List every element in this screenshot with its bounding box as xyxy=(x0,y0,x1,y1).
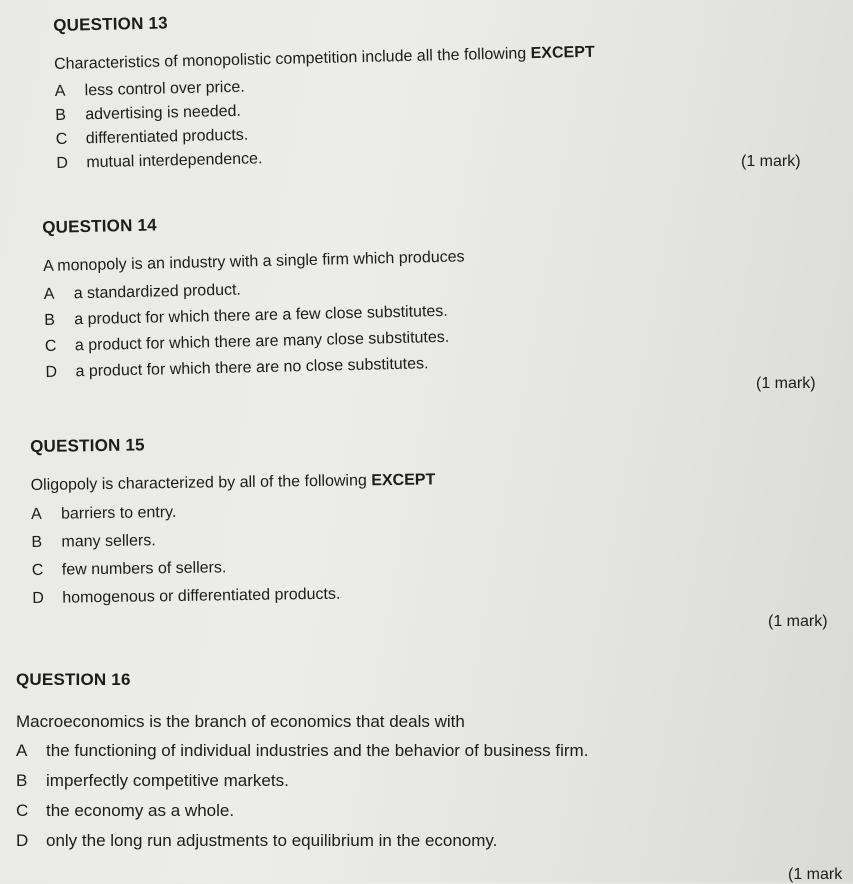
option-text: mutual interdependence. xyxy=(86,150,263,172)
option-text: imperfectly competitive markets. xyxy=(46,771,289,790)
option-text: only the long run adjustments to equilibrium in the economy. xyxy=(46,831,498,850)
mark-q13: (1 mark) xyxy=(741,153,801,170)
option-text: a product for which there are a few close substitutes. xyxy=(74,302,448,329)
question-14 xyxy=(42,204,666,386)
stem-emphasis: EXCEPT xyxy=(371,471,436,490)
stem-text: A monopoly is an industry with a single firm which produces xyxy=(42,248,465,275)
option-text: few numbers of sellers. xyxy=(61,559,227,579)
option-letter: C xyxy=(44,337,57,355)
option-letter: C xyxy=(16,801,29,820)
question-13 xyxy=(53,1,696,175)
question-heading: QUESTION 13 xyxy=(53,13,169,35)
mark-q16: (1 mark xyxy=(788,866,843,883)
option-letter: D xyxy=(56,154,69,172)
option-b xyxy=(16,766,776,796)
option-text: many sellers. xyxy=(61,532,156,551)
option-letter: D xyxy=(45,363,58,381)
option-text: a standardized product. xyxy=(73,281,242,303)
question-16 xyxy=(16,670,776,856)
option-letter: A xyxy=(30,505,42,523)
option-text: homogenous or differentiated products. xyxy=(62,585,341,607)
stem-text: Characteristics of monopolistic competition include all the following xyxy=(53,45,527,73)
option-letter: C xyxy=(31,561,44,579)
option-a xyxy=(16,736,776,766)
question-stem xyxy=(16,712,776,732)
question-heading: QUESTION 16 xyxy=(16,670,131,689)
option-text: the functioning of individual industries and the behavior of business firm. xyxy=(46,741,589,760)
question-15 xyxy=(30,429,632,613)
option-letter: B xyxy=(55,106,67,124)
option-letter: D xyxy=(32,589,44,607)
stem-text: Oligopoly is characterized by all of the following xyxy=(30,472,367,494)
mark-q15: (1 mark) xyxy=(768,613,828,630)
question-stem xyxy=(31,469,631,495)
option-letter: B xyxy=(16,771,28,790)
option-letter: A xyxy=(54,82,66,100)
option-text: differentiated products. xyxy=(85,126,249,148)
option-letter: B xyxy=(44,311,56,329)
stem-text: Macroeconomics is the branch of economics that deals with xyxy=(16,712,465,731)
mark-q14: (1 mark) xyxy=(756,375,816,392)
option-letter: A xyxy=(16,741,28,760)
option-text: advertising is needed. xyxy=(85,102,242,124)
option-text: a product for which there are many close substitutes. xyxy=(74,328,450,355)
option-d xyxy=(16,826,776,856)
option-letter: B xyxy=(31,533,43,551)
option-letter: D xyxy=(16,831,29,850)
option-c xyxy=(16,796,776,826)
option-letter: C xyxy=(55,130,68,148)
question-heading: QUESTION 15 xyxy=(30,435,145,456)
option-text: a product for which there are no close substitutes. xyxy=(75,355,429,381)
question-heading: QUESTION 14 xyxy=(42,215,158,237)
option-text: less control over price. xyxy=(84,78,245,100)
option-text: barriers to entry. xyxy=(60,503,177,523)
option-text: the economy as a whole. xyxy=(46,801,235,820)
stem-emphasis: EXCEPT xyxy=(530,43,595,63)
option-letter: A xyxy=(43,285,55,303)
